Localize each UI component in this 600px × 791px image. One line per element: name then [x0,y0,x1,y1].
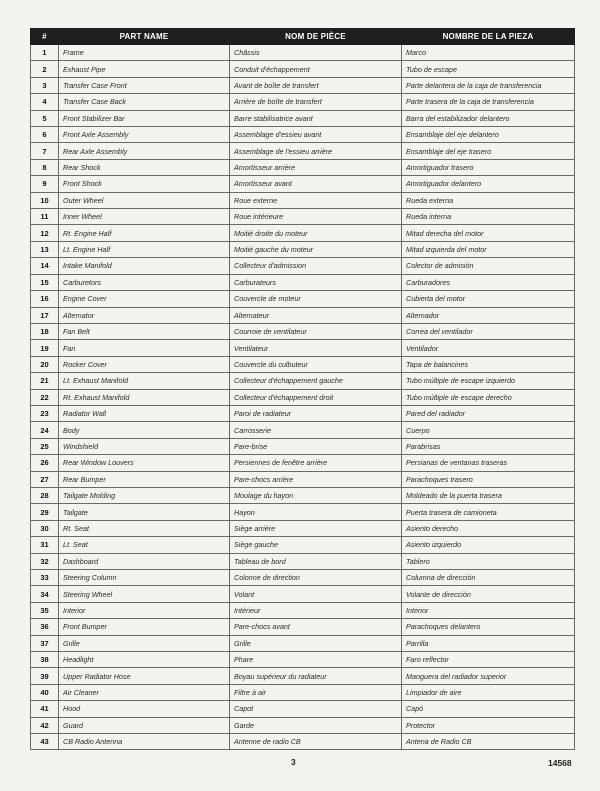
part-name-es-cell: Asiento derecho [402,520,575,536]
part-number-cell: 28 [31,487,59,503]
table-row [31,504,575,520]
part-name-fr-cell: Siège arrière [230,520,402,536]
part-name-fr-cell: Carburateurs [230,274,402,290]
part-name-fr-cell: Roue intérieure [230,209,402,225]
part-name-en-cell: Rocker Cover [59,356,230,372]
part-name-fr-cell: Antenne de radio CB [230,734,402,750]
part-name-es-cell: Marco [402,45,575,61]
part-number-cell: 36 [31,619,59,635]
part-name-en-cell: Fan [59,340,230,356]
table-row [31,471,575,487]
part-name-es-cell: Parte trasera de la caja de transferencia [402,94,575,110]
part-number-cell: 29 [31,504,59,520]
part-name-es-cell: Puerta trasera de camioneta [402,504,575,520]
part-name-en-cell: Intake Manifold [59,258,230,274]
part-name-fr-cell: Phare [230,652,402,668]
part-name-en-cell: Outer Wheel [59,192,230,208]
part-name-en-cell: Rt. Engine Half [59,225,230,241]
part-name-es-cell: Tablero [402,553,575,569]
table-row [31,241,575,257]
table-row [31,405,575,421]
part-name-es-cell: Manguera del radiador superior [402,668,575,684]
part-name-es-cell: Tubo de escape [402,61,575,77]
part-number-cell: 37 [31,635,59,651]
part-name-es-cell: Ensamblaje del eje trasero [402,143,575,159]
part-name-en-cell: Tailgate Molding [59,487,230,503]
table-row [31,159,575,175]
table-row [31,323,575,339]
header-nombre-de-la-pieza: NOMBRE DE LA PIEZA [402,29,575,45]
part-name-fr-cell: Collecteur d'échappement gauche [230,373,402,389]
part-name-fr-cell: Arrière de boîte de transfert [230,94,402,110]
part-number-cell: 18 [31,323,59,339]
part-name-es-cell: Faro reflector [402,652,575,668]
part-number-cell: 15 [31,274,59,290]
part-name-fr-cell: Barre stabilisatrice avant [230,110,402,126]
part-name-es-cell: Amortiguador trasero [402,159,575,175]
part-number-cell: 4 [31,94,59,110]
part-name-en-cell: Alternator [59,307,230,323]
table-row [31,487,575,503]
table-row [31,537,575,553]
part-name-fr-cell: Amortisseur avant [230,176,402,192]
table-row [31,586,575,602]
part-name-en-cell: Lt. Engine Half [59,241,230,257]
part-number-cell: 9 [31,176,59,192]
part-name-en-cell: Front Bumper [59,619,230,635]
part-number-cell: 31 [31,537,59,553]
part-name-es-cell: Parachoques trasero [402,471,575,487]
table-row [31,61,575,77]
part-name-fr-cell: Grille [230,635,402,651]
part-name-es-cell: Rueda externa [402,192,575,208]
part-name-en-cell: Transfer Case Back [59,94,230,110]
part-number-cell: 24 [31,422,59,438]
table-row [31,701,575,717]
part-name-en-cell: Tailgate [59,504,230,520]
part-name-fr-cell: Carrosserie [230,422,402,438]
page-number: 3 [291,757,296,767]
table-row [31,438,575,454]
part-name-fr-cell: Alternateur [230,307,402,323]
part-name-en-cell: Dashboard [59,553,230,569]
part-number-cell: 25 [31,438,59,454]
part-number-cell: 42 [31,717,59,733]
part-number-cell: 16 [31,291,59,307]
part-name-es-cell: Tubo múltiple de escape izquierdo [402,373,575,389]
parts-list-sheet [30,28,574,750]
table-row [31,734,575,750]
part-name-fr-cell: Boyau supérieur du radiateur [230,668,402,684]
parts-table [30,28,575,750]
part-name-en-cell: Rear Axle Assembly [59,143,230,159]
part-number-cell: 30 [31,520,59,536]
table-row [31,291,575,307]
part-number-cell: 2 [31,61,59,77]
part-name-fr-cell: Hayon [230,504,402,520]
part-name-fr-cell: Persiennes de fenêtre arrière [230,455,402,471]
table-row [31,635,575,651]
part-number-cell: 32 [31,553,59,569]
part-name-fr-cell: Moitié droite du moteur [230,225,402,241]
part-name-es-cell: Correa del ventilador [402,323,575,339]
part-name-en-cell: Frame [59,45,230,61]
part-number-cell: 3 [31,77,59,93]
part-name-en-cell: Guard [59,717,230,733]
part-name-es-cell: Parrilla [402,635,575,651]
kit-number: 14568 [548,758,572,768]
table-row [31,356,575,372]
part-number-cell: 26 [31,455,59,471]
part-name-fr-cell: Pare-brise [230,438,402,454]
part-name-es-cell: Colector de admisión [402,258,575,274]
table-row [31,389,575,405]
part-number-cell: 34 [31,586,59,602]
part-name-en-cell: Lt. Seat [59,537,230,553]
table-row [31,553,575,569]
part-name-fr-cell: Colonne de direction [230,570,402,586]
part-name-es-cell: Mitad izquierda del motor [402,241,575,257]
part-name-en-cell: Grille [59,635,230,651]
part-number-cell: 22 [31,389,59,405]
part-name-fr-cell: Courroie de ventilateur [230,323,402,339]
part-number-cell: 10 [31,192,59,208]
table-row [31,209,575,225]
part-number-cell: 23 [31,405,59,421]
part-number-cell: 11 [31,209,59,225]
part-name-es-cell: Parabrisas [402,438,575,454]
part-name-es-cell: Cuerpo [402,422,575,438]
part-number-cell: 13 [31,241,59,257]
part-name-en-cell: Rear Shock [59,159,230,175]
part-number-cell: 5 [31,110,59,126]
part-name-fr-cell: Garde [230,717,402,733]
table-row [31,717,575,733]
part-name-fr-cell: Pare-chocs arrière [230,471,402,487]
part-name-fr-cell: Intérieur [230,602,402,618]
part-number-cell: 27 [31,471,59,487]
header-part-name: PART NAME [59,29,230,45]
part-name-en-cell: Steering Wheel [59,586,230,602]
part-name-es-cell: Amortiguador delantero [402,176,575,192]
part-name-en-cell: Upper Radiator Hose [59,668,230,684]
table-row [31,570,575,586]
part-name-es-cell: Pared del radiador [402,405,575,421]
table-row [31,340,575,356]
part-name-fr-cell: Couvercle du culbuteur [230,356,402,372]
part-name-es-cell: Rueda interna [402,209,575,225]
part-name-en-cell: Windshield [59,438,230,454]
part-name-es-cell: Moldeado de la puerta trasera [402,487,575,503]
part-name-fr-cell: Ventilateur [230,340,402,356]
part-name-en-cell: Fan Belt [59,323,230,339]
part-number-cell: 19 [31,340,59,356]
part-number-cell: 43 [31,734,59,750]
table-row [31,422,575,438]
part-name-en-cell: Exhaust Pipe [59,61,230,77]
part-name-es-cell: Columna de dirección [402,570,575,586]
part-name-fr-cell: Moulage du hayon [230,487,402,503]
table-row [31,94,575,110]
part-number-cell: 8 [31,159,59,175]
part-name-es-cell: Limpiador de aire [402,684,575,700]
table-row [31,143,575,159]
table-row [31,455,575,471]
part-name-es-cell: Tubo múltiple de escape derecho [402,389,575,405]
part-name-en-cell: Front Stabilizer Bar [59,110,230,126]
part-name-es-cell: Antena de Radio CB [402,734,575,750]
part-name-fr-cell: Paroi de radiateur [230,405,402,421]
part-name-fr-cell: Capot [230,701,402,717]
table-row [31,520,575,536]
part-name-fr-cell: Moitié gauche du moteur [230,241,402,257]
part-number-cell: 40 [31,684,59,700]
part-number-cell: 1 [31,45,59,61]
part-name-en-cell: Transfer Case Front [59,77,230,93]
table-row [31,258,575,274]
part-name-fr-cell: Assemblage d'essieu avant [230,127,402,143]
table-row [31,307,575,323]
part-name-fr-cell: Siège gauche [230,537,402,553]
part-name-en-cell: Hood [59,701,230,717]
part-name-es-cell: Ventilador [402,340,575,356]
table-row [31,225,575,241]
part-name-en-cell: Front Axle Assembly [59,127,230,143]
table-row [31,274,575,290]
part-name-es-cell: Protector [402,717,575,733]
part-name-es-cell: Parachoques delantero [402,619,575,635]
part-name-en-cell: Rear Bumper [59,471,230,487]
part-number-cell: 21 [31,373,59,389]
part-number-cell: 14 [31,258,59,274]
part-name-en-cell: Carburetors [59,274,230,290]
header-number: # [31,29,59,45]
part-name-es-cell: Volante de dirección [402,586,575,602]
table-row [31,619,575,635]
part-name-fr-cell: Conduit d'échappement [230,61,402,77]
part-name-en-cell: Engine Cover [59,291,230,307]
part-name-en-cell: Front Shock [59,176,230,192]
part-name-fr-cell: Châssis [230,45,402,61]
part-name-es-cell: Cubierta del motor [402,291,575,307]
table-row [31,373,575,389]
table-row [31,652,575,668]
table-row [31,176,575,192]
part-name-es-cell: Interior [402,602,575,618]
part-name-fr-cell: Couvercle de moteur [230,291,402,307]
part-name-es-cell: Asiento izquierdo [402,537,575,553]
part-name-en-cell: Lt. Exhaust Manifold [59,373,230,389]
part-name-fr-cell: Volant [230,586,402,602]
part-number-cell: 7 [31,143,59,159]
part-name-es-cell: Carburadores [402,274,575,290]
table-row [31,127,575,143]
part-name-en-cell: Rt. Seat [59,520,230,536]
table-header-row [31,29,575,45]
part-name-en-cell: Interior [59,602,230,618]
table-row [31,602,575,618]
part-name-es-cell: Mitad derecha del motor [402,225,575,241]
part-name-fr-cell: Collecteur d'admission [230,258,402,274]
part-number-cell: 17 [31,307,59,323]
table-row [31,668,575,684]
part-name-en-cell: Steering Column [59,570,230,586]
part-number-cell: 41 [31,701,59,717]
table-row [31,192,575,208]
part-name-en-cell: Air Cleaner [59,684,230,700]
part-name-en-cell: Rear Window Louvers [59,455,230,471]
part-name-en-cell: CB Radio Antenna [59,734,230,750]
table-row [31,684,575,700]
table-row [31,77,575,93]
part-name-fr-cell: Pare-chocs avant [230,619,402,635]
part-name-en-cell: Body [59,422,230,438]
part-name-fr-cell: Assemblage de l'essieu arrière [230,143,402,159]
part-name-fr-cell: Tableau de bord [230,553,402,569]
part-name-fr-cell: Roue externe [230,192,402,208]
part-number-cell: 39 [31,668,59,684]
part-name-es-cell: Tapa de balancines [402,356,575,372]
part-name-es-cell: Barra del estabilizador delantero [402,110,575,126]
part-number-cell: 12 [31,225,59,241]
table-row [31,45,575,61]
part-name-en-cell: Radiator Wall [59,405,230,421]
part-name-fr-cell: Filtre à air [230,684,402,700]
part-name-fr-cell: Amortisseur arrière [230,159,402,175]
part-name-en-cell: Headlight [59,652,230,668]
part-number-cell: 35 [31,602,59,618]
part-number-cell: 6 [31,127,59,143]
parts-table-body [31,45,575,750]
part-name-en-cell: Rt. Exhaust Manifold [59,389,230,405]
part-name-es-cell: Ensamblaje del eje delantero [402,127,575,143]
part-number-cell: 20 [31,356,59,372]
part-name-en-cell: Inner Wheel [59,209,230,225]
part-name-fr-cell: Collecteur d'échappement droit [230,389,402,405]
table-row [31,110,575,126]
part-number-cell: 38 [31,652,59,668]
part-name-es-cell: Persianas de ventanas traseras [402,455,575,471]
part-name-es-cell: Capó [402,701,575,717]
header-nom-de-piece: NOM DE PIÈCE [230,29,402,45]
part-name-es-cell: Parte delantera de la caja de transferencia [402,77,575,93]
part-name-fr-cell: Avant de boîte de transfert [230,77,402,93]
part-name-es-cell: Alternador [402,307,575,323]
part-number-cell: 33 [31,570,59,586]
